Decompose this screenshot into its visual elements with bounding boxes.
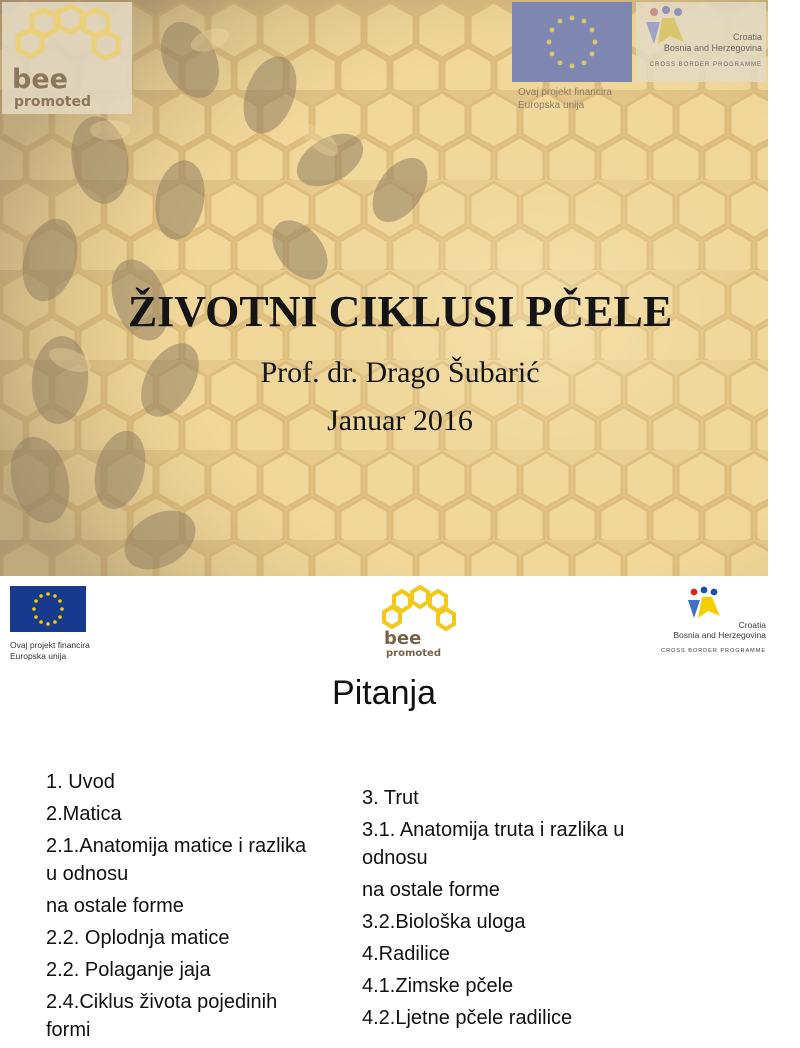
eu-caption-line1: Ovaj projekt financira <box>10 640 90 650</box>
toc-item: na ostale forme <box>46 895 184 917</box>
toc-item: na ostale forme <box>362 879 500 901</box>
toc-item: 3. Trut <box>362 787 419 809</box>
toc-item: 1. Uvod <box>46 771 115 793</box>
slide-heading: Pitanja <box>332 674 436 712</box>
toc-item: 3.1. Anatomija truta i razlika u odnosu <box>362 819 625 869</box>
cbc-program-text: CROSS BORDER PROGRAMME <box>649 62 762 68</box>
cbc-program-text: CROSS BORDER PROGRAMME <box>661 648 766 654</box>
eu-caption-line2: Europska unija <box>518 100 585 111</box>
toc-left-column <box>46 768 316 1048</box>
toc-item: 2.1.Anatomija matice i razlika u odnosu <box>46 835 307 885</box>
toc-item: 4.Radilice <box>362 943 450 965</box>
toc-item: 2.4.Ciklus života pojedinih formi <box>46 991 278 1041</box>
cbc-bih-text: Bosnia and Herzegovina <box>663 43 762 53</box>
toc-item: 2.2. Polaganje jaja <box>46 959 211 981</box>
eu-funding-caption <box>518 86 658 112</box>
eu-flag <box>512 2 632 82</box>
toc-item: 4.1.Zimske pčele <box>362 975 514 997</box>
cross-border-figures-icon <box>684 586 734 626</box>
logo-bee-text: bee <box>12 64 68 95</box>
slide-date: Januar 2016 <box>327 404 473 437</box>
bee-promoted-logo <box>374 584 460 668</box>
eu-caption-line1: Ovaj projekt financira <box>518 87 612 98</box>
logo-promoted-text: promoted <box>386 648 441 659</box>
honeycomb-logo-icon <box>2 2 132 72</box>
toc-right-column <box>362 784 652 1036</box>
eu-flag <box>10 586 86 632</box>
slide-author: Prof. dr. Drago Šubarić <box>260 356 540 389</box>
cross-border-logo <box>636 2 766 82</box>
cbc-croatia-text: Croatia <box>738 620 766 630</box>
eu-stars-icon <box>512 2 632 82</box>
logo-promoted-text: promoted <box>14 94 91 110</box>
eu-caption-line2: Europska unija <box>10 651 67 661</box>
toc-item: 2.2. Oplodnja matice <box>46 927 230 949</box>
eu-funding-caption <box>10 640 120 662</box>
questions-slide <box>0 576 768 1041</box>
honeycomb-logo-icon <box>374 584 460 634</box>
toc-item: 4.2.Ljetne pčele radilice <box>362 1007 573 1029</box>
cbc-bih-text: Bosnia and Herzegovina <box>673 630 766 640</box>
bee-promoted-logo <box>2 2 132 114</box>
slide-title: ŽIVOTNI CIKLUSI PČELE <box>127 287 673 336</box>
cross-border-logo <box>661 586 768 658</box>
toc-item: 2.Matica <box>46 803 122 825</box>
eu-stars-icon <box>10 586 86 632</box>
cbc-croatia-text: Croatia <box>732 32 762 42</box>
toc-item: 3.2.Biološka uloga <box>362 911 526 933</box>
logo-bee-text: bee <box>384 628 422 649</box>
